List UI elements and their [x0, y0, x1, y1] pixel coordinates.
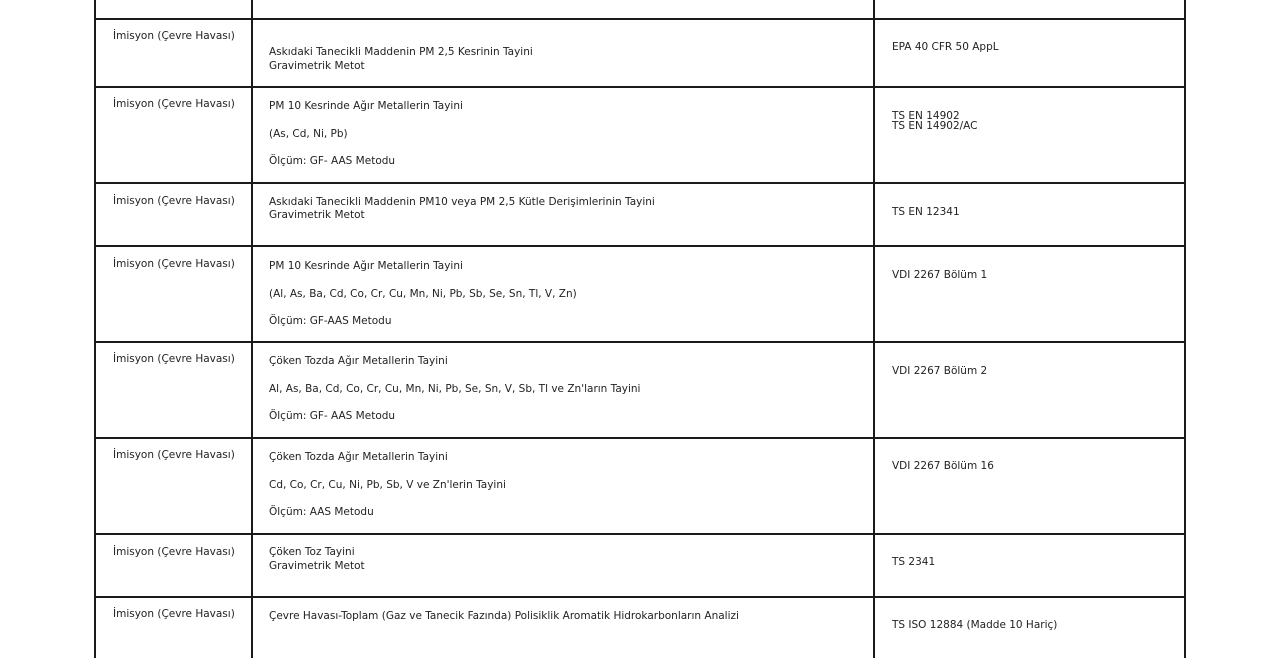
category-text: İmisyon (Çevre Havası): [113, 449, 235, 461]
method-line: Çevre Havası-Toplam (Gaz ve Tanecik Fazında) Polisiklik Aromatik Hidrokarbonların Analizi: [269, 610, 739, 622]
method-cell: [253, 598, 875, 658]
method-line: Cd, Co, Cr, Cu, Ni, Pb, Sb, V ve Zn'lerin Tayini: [269, 479, 506, 491]
standard-line: TS EN 14902/AC: [892, 120, 978, 132]
method-line: Gravimetrik Metot: [269, 209, 365, 221]
category-text: İmisyon (Çevre Havası): [113, 30, 235, 42]
category-cell: [96, 88, 253, 182]
category-text: İmisyon (Çevre Havası): [113, 258, 235, 270]
category-cell: [96, 439, 253, 533]
standard-cell: [875, 343, 1184, 437]
category-text: İmisyon (Çevre Havası): [113, 195, 235, 207]
standard-line: VDI 2267 Bölüm 1: [892, 269, 988, 281]
category-cell: [96, 184, 253, 245]
category-text: İmisyon (Çevre Havası): [113, 608, 235, 620]
standard-cell: [875, 439, 1184, 533]
category-cell: [96, 535, 253, 596]
method-line: Çöken Tozda Ağır Metallerin Tayini: [269, 451, 448, 463]
method-line: Askıdaki Tanecikli Maddenin PM10 veya PM 2,5 Kütle Derişimlerinin Tayini: [269, 196, 655, 208]
standard-cell: [875, 88, 1184, 182]
standard-cell: [875, 598, 1184, 658]
standard-cell: [875, 20, 1184, 86]
method-line: Çöken Tozda Ağır Metallerin Tayini: [269, 355, 448, 367]
method-line: PM 10 Kesrinde Ağır Metallerin Tayini: [269, 100, 463, 112]
table-row: [96, 439, 1184, 535]
table-row: [96, 535, 1184, 598]
method-line: Al, As, Ba, Cd, Co, Cr, Cu, Mn, Ni, Pb, Se, Sn, V, Sb, Tl ve Zn'ların Tayini: [269, 383, 641, 395]
table-row: [96, 184, 1184, 247]
table-row: [96, 247, 1184, 343]
accreditation-table: [94, 0, 1186, 658]
category-text: İmisyon (Çevre Havası): [113, 98, 235, 110]
standard-cell: [875, 535, 1184, 596]
category-text: İmisyon (Çevre Havası): [113, 546, 235, 558]
table-row: [96, 598, 1184, 658]
standard-line: VDI 2267 Bölüm 2: [892, 365, 988, 377]
method-cell: [253, 184, 875, 245]
method-cell: [253, 439, 875, 533]
method-line: (Al, As, Ba, Cd, Co, Cr, Cu, Mn, Ni, Pb, Sb, Se, Sn, Tl, V, Zn): [269, 288, 577, 300]
standard-line: EPA 40 CFR 50 AppL: [892, 41, 999, 53]
method-line: Ölçüm: GF- AAS Metodu: [269, 410, 396, 422]
standard-line: TS EN 14902: [892, 110, 960, 122]
table-row: [96, 88, 1184, 184]
standard-line: TS ISO 12884 (Madde 10 Hariç): [892, 619, 1058, 631]
method-cell: [253, 535, 875, 596]
category-cell: [96, 343, 253, 437]
method-cell: [253, 247, 875, 341]
method-line: PM 10 Kesrinde Ağır Metallerin Tayini: [269, 260, 463, 272]
standard-line: TS EN 12341: [892, 206, 960, 218]
method-line: Çöken Toz Tayini: [269, 546, 355, 558]
method-line: (As, Cd, Ni, Pb): [269, 128, 348, 140]
category-cell: [96, 0, 253, 18]
method-line: Ölçüm: AAS Metodu: [269, 506, 374, 518]
method-cell: [253, 0, 875, 18]
category-cell: [96, 20, 253, 86]
table-row: [96, 343, 1184, 439]
table-row: [96, 0, 1184, 20]
method-cell: [253, 88, 875, 182]
standard-line: VDI 2267 Bölüm 16: [892, 460, 994, 472]
method-line: Gravimetrik Metot: [269, 60, 365, 72]
standard-cell: [875, 247, 1184, 341]
method-line: Ölçüm: GF- AAS Metodu: [269, 155, 396, 167]
method-line: Askıdaki Tanecikli Maddenin PM 2,5 Kesrinin Tayini: [269, 46, 533, 58]
category-cell: [96, 598, 253, 658]
method-line: Ölçüm: GF-AAS Metodu: [269, 315, 392, 327]
standard-line: TS 2341: [892, 556, 936, 568]
category-cell: [96, 247, 253, 341]
standard-cell: [875, 184, 1184, 245]
category-text: İmisyon (Çevre Havası): [113, 353, 235, 365]
standard-cell: [875, 0, 1184, 18]
table-row: [96, 20, 1184, 88]
method-cell: [253, 343, 875, 437]
method-cell: [253, 20, 875, 86]
method-line: Gravimetrik Metot: [269, 560, 365, 572]
